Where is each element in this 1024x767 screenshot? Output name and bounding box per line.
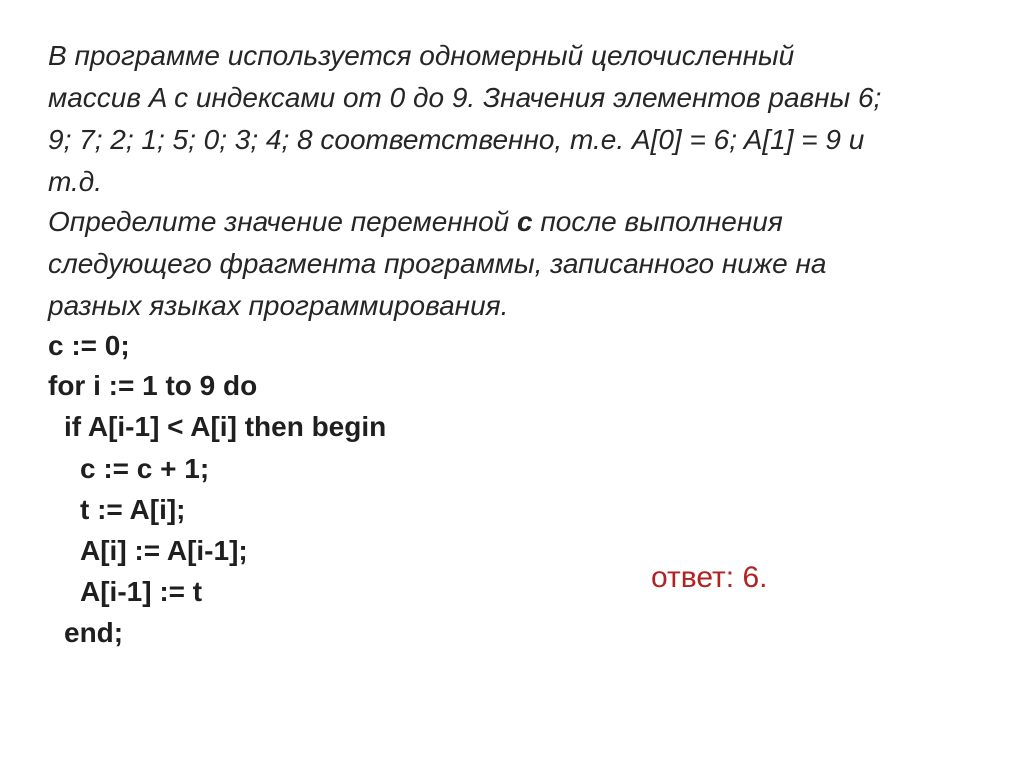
task-text-after: после выполнения	[532, 206, 783, 237]
task-line-1	[48, 202, 783, 242]
code-line-1: c := 0;	[48, 330, 130, 361]
answer-text: ответ: 6.	[651, 561, 768, 594]
task-text-before: Определите значение переменной	[48, 206, 518, 237]
code-line-7: A[i-1] := t	[80, 576, 203, 607]
code-line-4: c := c + 1;	[80, 453, 210, 484]
task-line-3: разных языках программирования.	[48, 290, 509, 321]
code-line-6: A[i] := A[i-1];	[80, 535, 248, 566]
code-line-3: if A[i-1] < A[i] then begin	[64, 411, 387, 442]
problem-line-2: массив A с индексами от 0 до 9. Значения элементов равны 6;	[48, 82, 882, 113]
problem-line-4: т.д.	[48, 166, 103, 197]
problem-line-3: 9; 7; 2; 1; 5; 0; 3; 4; 8 соответственно, т.е. A[0] = 6; A[1] = 9 и	[48, 124, 865, 155]
code-line-2: for i := 1 to 9 do	[48, 370, 258, 401]
problem-line-1: В программе используется одномерный целочисленный	[48, 40, 795, 71]
task-line-2: следующего фрагмента программы, записанного ниже на	[48, 248, 827, 279]
code-line-8: end;	[64, 617, 124, 648]
code-line-5: t := A[i];	[80, 494, 186, 525]
variable-c: c	[517, 206, 533, 237]
